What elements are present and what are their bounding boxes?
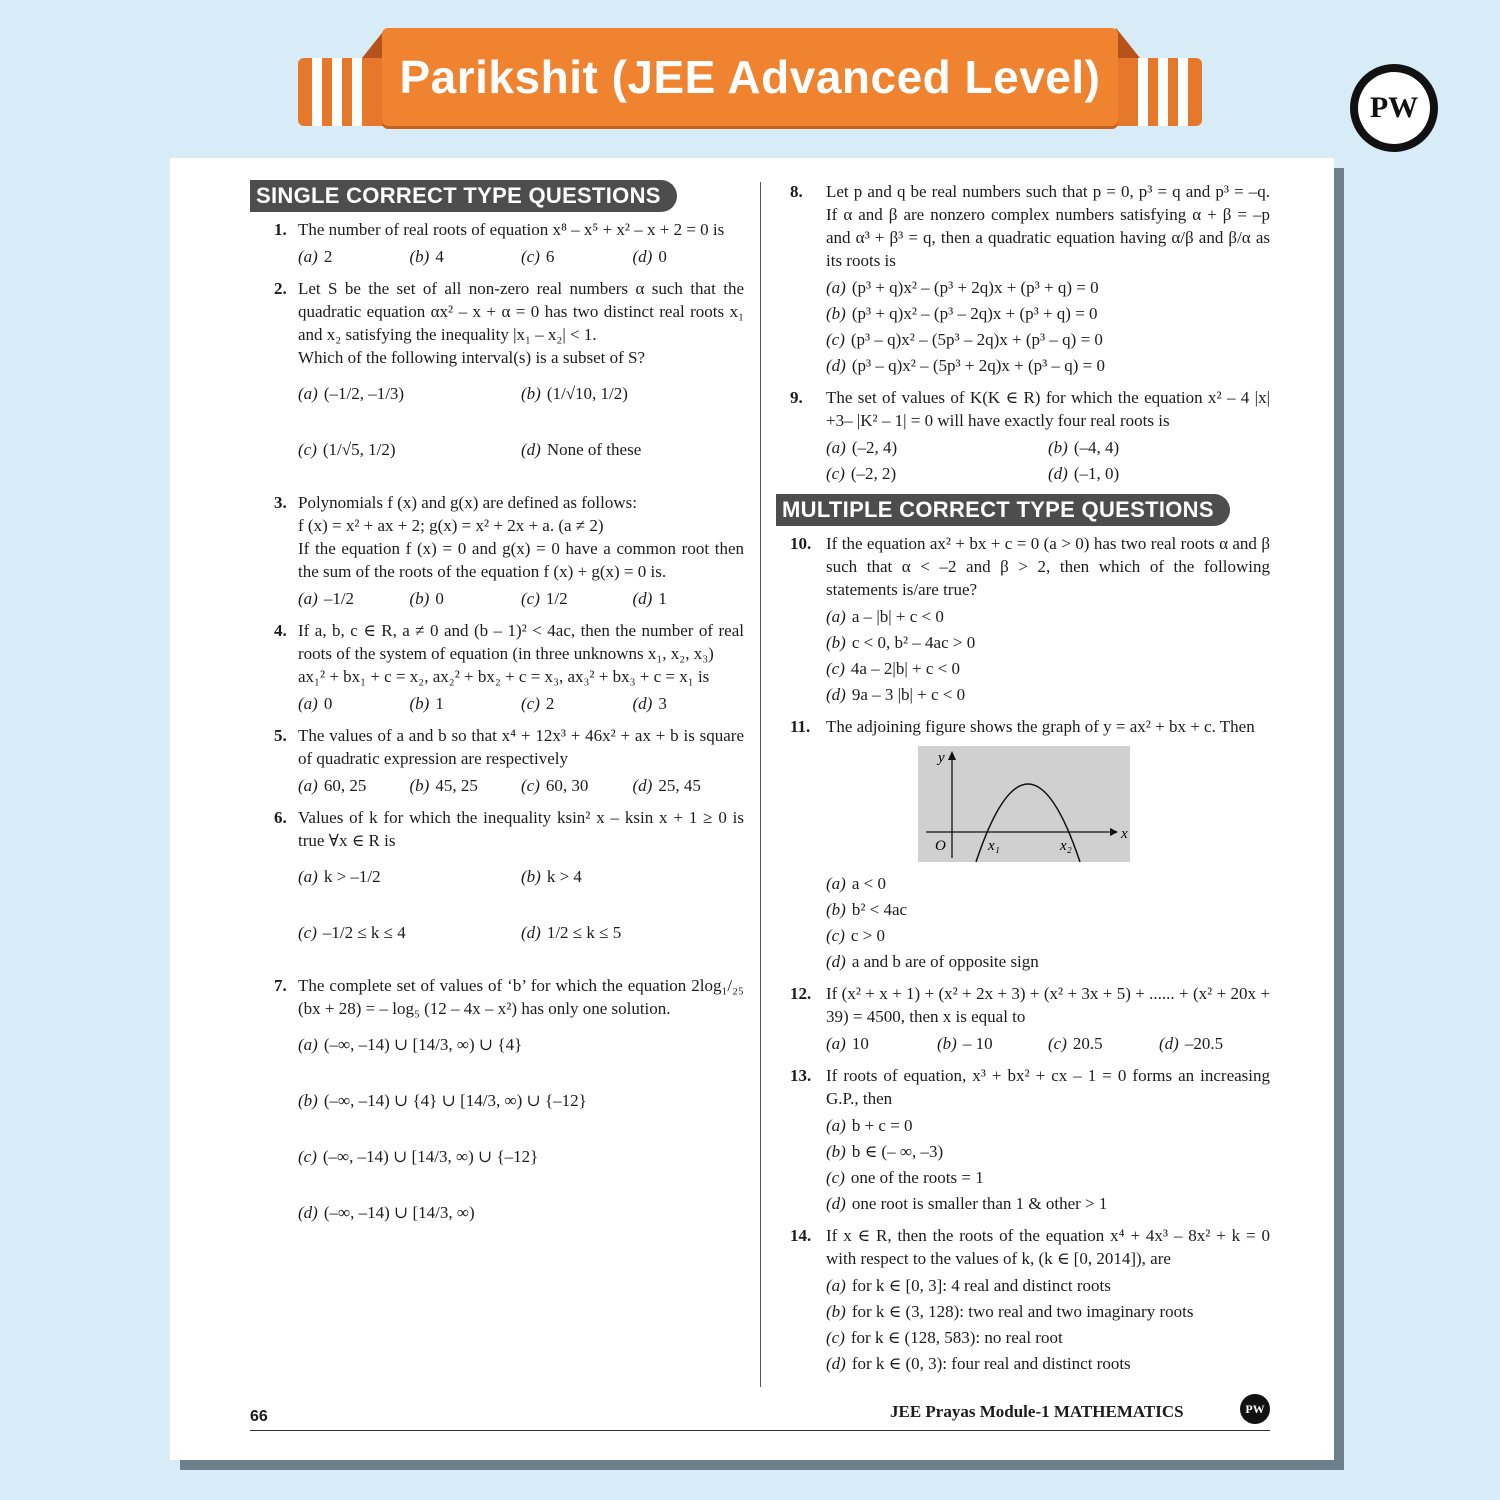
section-heading-single: SINGLE CORRECT TYPE QUESTIONS (250, 180, 677, 212)
option-text: 60, 30 (545, 776, 589, 795)
option (521, 912, 744, 954)
option-text: for k ∈ [0, 3]: 4 real and distinct roots (851, 1276, 1111, 1295)
option-label: (b) (1048, 438, 1068, 457)
option-label: (b) (298, 1091, 318, 1110)
option-label: (c) (521, 247, 540, 266)
question-text: If roots of equation, x³ + bx² + cx – 1 = 0 forms an increasing G.P., then (826, 1066, 1270, 1108)
question-item (776, 982, 1270, 1058)
option-label: (d) (826, 1194, 846, 1213)
option (521, 587, 633, 610)
option-text: 25, 45 (658, 776, 701, 795)
question-number: 14. (790, 1226, 812, 1245)
option (826, 605, 1270, 628)
question-item (250, 724, 744, 800)
question-text: Let p and q be real numbers such that p = 0, p³ = q and p³ = –q. If α and β are nonzero complex numbers satisfying α + β = –p and α³ + β³ = q, then a quadratic equation having α/β and β/α as its roots is (826, 182, 1270, 270)
option-text: (–∞, –14) ∪ {4} ∪ [14/3, ∞) ∪ {–12} (323, 1091, 587, 1110)
option-label: (c) (826, 1328, 845, 1347)
option-text: b ∈ (– ∞, –3) (851, 1142, 944, 1161)
option-label: (b) (937, 1034, 957, 1053)
option-text: –20.5 (1184, 1034, 1224, 1053)
question-item (776, 1064, 1270, 1218)
question-text: The set of values of K(K ∈ R) for which the equation x² – 4 |x| +3– |K² – 1| = 0 will have exactly four real roots is (826, 388, 1270, 430)
option-text: (–2, 2) (850, 464, 897, 483)
option (826, 276, 1270, 299)
options-list (826, 1274, 1270, 1378)
option-text: for k ∈ (128, 583): no real root (850, 1328, 1063, 1347)
option-text: – 10 (962, 1034, 993, 1053)
option (521, 692, 633, 715)
option (826, 1326, 1270, 1349)
question-text-extra: f (x) = x² + ax + 2; g(x) = x² + 2x + a. (a ≠ 2) (298, 516, 604, 535)
option-text: b² < 4ac (851, 900, 908, 919)
option-label: (d) (632, 776, 653, 795)
option (1159, 1032, 1270, 1055)
option (1048, 462, 1270, 485)
option-text: (–∞, –14) ∪ [14/3, ∞) (323, 1203, 475, 1222)
option-label: (a) (826, 1276, 846, 1295)
option-text: k > 4 (546, 867, 582, 886)
options-list (826, 436, 1270, 488)
option-label: (b) (409, 776, 430, 795)
question-item (776, 180, 1270, 380)
option-label: (b) (826, 1142, 846, 1161)
question-text: Polynomials f (x) and g(x) are defined as follows: (298, 493, 637, 512)
option-text: 3 (658, 694, 667, 713)
question-text: If (x² + x + 1) + (x² + 2x + 3) + (x² + 3x + 5) + ...... + (x² + 20x + 39) = 4500, then x is equal to (826, 984, 1270, 1026)
option-text: 10 (851, 1034, 869, 1053)
question-text: The number of real roots of equation x⁸ – x⁵ + x² – x + 2 = 0 is (298, 220, 725, 239)
option-label: (a) (298, 776, 318, 795)
option-text: None of these (546, 440, 642, 459)
option-text: 2 (323, 247, 333, 266)
question-number: 6. (274, 808, 287, 827)
question-item (776, 532, 1270, 709)
question-text: If a, b, c ∈ R, a ≠ 0 and (b – 1)² < 4ac, then the number of real roots of the system of equation (in three unknowns x₁, x₂, x₃) (298, 621, 744, 663)
option (826, 1352, 1270, 1375)
option (826, 1114, 1270, 1137)
option (826, 1166, 1270, 1189)
option (521, 774, 633, 797)
question-number: 10. (790, 534, 812, 553)
option (826, 1274, 1270, 1297)
option-text: (–4, 4) (1073, 438, 1120, 457)
option-text: c < 0, b² – 4ac > 0 (851, 633, 976, 652)
option-label: (b) (826, 900, 846, 919)
option-label: (d) (826, 356, 846, 375)
option-label: (d) (632, 247, 653, 266)
option-text: 6 (545, 247, 555, 266)
option-label: (b) (409, 694, 430, 713)
option-label: (c) (826, 1168, 845, 1187)
option-label: (a) (298, 589, 318, 608)
option-label: (d) (826, 1354, 846, 1373)
option (633, 774, 745, 797)
option (298, 245, 410, 268)
question-item (250, 974, 744, 1248)
option-text: 45, 25 (435, 776, 478, 795)
options-list (298, 373, 744, 485)
question-text: Values of k for which the inequality ksin² x – ksin x + 1 ≥ 0 is true ∀x ∈ R is (298, 808, 744, 850)
option (826, 328, 1270, 351)
option-label: (c) (826, 330, 845, 349)
option-label: (c) (298, 923, 317, 942)
option (298, 1024, 744, 1066)
banner-fold-right (1116, 28, 1140, 58)
option-text: b + c = 0 (851, 1116, 913, 1135)
option-label: (a) (298, 384, 318, 403)
option-label: (d) (521, 440, 541, 459)
option (826, 436, 1048, 459)
option (298, 912, 521, 954)
question-item (250, 218, 744, 271)
question-number: 1. (274, 220, 287, 239)
option-text: a and b are of opposite sign (851, 952, 1039, 971)
column-divider (760, 182, 761, 1387)
option (826, 924, 1270, 947)
parabola-graph-svg (918, 746, 1130, 862)
options-list (826, 276, 1270, 380)
option-label: (a) (826, 607, 846, 626)
question-item (250, 619, 744, 718)
question-number: 7. (274, 976, 287, 995)
option (410, 245, 522, 268)
option (826, 683, 1270, 706)
option (826, 302, 1270, 325)
option (521, 856, 744, 898)
options-list (826, 1114, 1270, 1218)
question-item (250, 277, 744, 485)
question-number: 11. (790, 717, 811, 736)
option-label: (c) (521, 589, 540, 608)
footer-rule (250, 1430, 1270, 1431)
option-text: 20.5 (1072, 1034, 1103, 1053)
option-label: (d) (632, 589, 653, 608)
option-label: (a) (826, 1116, 846, 1135)
option-text: 4a – 2|b| + c < 0 (850, 659, 960, 678)
option (826, 950, 1270, 973)
question-item (776, 1224, 1270, 1378)
option-label: (d) (632, 694, 653, 713)
left-column (250, 180, 744, 1254)
option (826, 462, 1048, 485)
option-label: (a) (826, 874, 846, 893)
options-list (298, 245, 744, 271)
option-text: 1 (658, 589, 667, 608)
option (298, 587, 410, 610)
banner-title: Parikshit (JEE Advanced Level) (399, 51, 1101, 103)
option-label: (a) (826, 1034, 846, 1053)
option (1048, 436, 1270, 459)
options-list (826, 1032, 1270, 1058)
options-list (298, 856, 744, 968)
option-label: (c) (298, 440, 317, 459)
option-text: k > –1/2 (323, 867, 381, 886)
option (1048, 1032, 1159, 1055)
option-text: 1/2 (545, 589, 568, 608)
option-label: (c) (826, 464, 845, 483)
graph-root2-label: x₂ (1060, 838, 1072, 854)
options-list (298, 692, 744, 718)
question-text: The complete set of values of ‘b’ for which the equation 2log₁/₂₅ (bx + 28) = – log₅ (12 – 4x – x²) has only one solution. (298, 976, 744, 1018)
question-text-extra: Which of the following interval(s) is a subset of S? (298, 348, 646, 367)
option-text: one root is smaller than 1 & other > 1 (851, 1194, 1108, 1213)
worksheet-page (170, 158, 1334, 1460)
option-text: (p³ – q)x² – (5p³ – 2q)x + (p³ – q) = 0 (850, 330, 1103, 349)
option (826, 354, 1270, 377)
option (826, 1140, 1270, 1163)
footer-title: JEE Prayas Module-1 MATHEMATICS (890, 1402, 1184, 1421)
option-label: (b) (826, 1302, 846, 1321)
option-label: (c) (826, 659, 845, 678)
question-number: 12. (790, 984, 812, 1003)
question-number: 3. (274, 493, 287, 512)
option-label: (a) (298, 247, 318, 266)
option (826, 657, 1270, 680)
option (410, 692, 522, 715)
option (937, 1032, 1048, 1055)
option-text: (–1/2, –1/3) (323, 384, 405, 403)
option-label: (d) (521, 923, 541, 942)
graph-y-label: y (938, 750, 945, 766)
option-text: (–∞, –14) ∪ [14/3, ∞) ∪ {4} (323, 1035, 523, 1054)
option-text: –1/2 (323, 589, 355, 608)
page-number: 66 (250, 1408, 268, 1425)
option (298, 692, 410, 715)
option-text: a < 0 (851, 874, 886, 893)
right-column (776, 180, 1270, 1384)
option-label: (b) (409, 589, 430, 608)
option-text: (1/√5, 1/2) (322, 440, 396, 459)
question-number: 2. (274, 279, 287, 298)
option-text: (1/√10, 1/2) (546, 384, 628, 403)
option-label: (d) (826, 952, 846, 971)
option-text: (p³ + q)x² – (p³ – 2q)x + (p³ + q) = 0 (851, 304, 1098, 323)
question-text-extra: If the equation f (x) = 0 and g(x) = 0 have a common root then the sum of the roots of the equation f (x) + g(x) = 0 is. (298, 539, 744, 581)
option (298, 774, 410, 797)
option (521, 245, 633, 268)
question-item (250, 491, 744, 613)
option-text: (–∞, –14) ∪ [14/3, ∞) ∪ {–12} (322, 1147, 539, 1166)
option-text: 0 (435, 589, 444, 608)
graph-x-label: x (1121, 826, 1128, 842)
option (826, 631, 1270, 654)
question-number: 13. (790, 1066, 812, 1085)
question-text: If the equation ax² + bx + c = 0 (a > 0) has two real roots α and β such that α < –2 and β > 2, then which of the following statements is/are true? (826, 534, 1270, 599)
option (298, 856, 521, 898)
option (521, 429, 744, 471)
option-text: 4 (435, 247, 444, 266)
question-item (776, 715, 1270, 976)
option-label: (a) (826, 438, 846, 457)
option (633, 587, 745, 610)
pw-logo (1350, 64, 1438, 152)
option-text: 1 (435, 694, 444, 713)
option (298, 429, 521, 471)
question-list-right-b (776, 532, 1270, 1378)
question-item (250, 806, 744, 968)
option (410, 587, 522, 610)
option-text: a – |b| + c < 0 (851, 607, 944, 626)
option-label: (a) (298, 1035, 318, 1054)
option-text: c > 0 (850, 926, 886, 945)
option-label: (b) (409, 247, 430, 266)
options-list (826, 605, 1270, 709)
option (826, 898, 1270, 921)
option-label: (d) (298, 1203, 318, 1222)
option-text: 1/2 ≤ k ≤ 5 (546, 923, 622, 942)
option (826, 872, 1270, 895)
parabola-graph (918, 746, 1130, 862)
option-text: (p³ – q)x² – (5p³ + 2q)x + (p³ – q) = 0 (851, 356, 1105, 375)
option-label: (b) (521, 867, 541, 886)
pw-logo-text: PW (1358, 72, 1430, 144)
option-text: 60, 25 (323, 776, 367, 795)
option (633, 692, 745, 715)
option (633, 245, 745, 268)
option (298, 1192, 744, 1234)
option-text: 9a – 3 |b| + c < 0 (851, 685, 966, 704)
options-list (826, 872, 1270, 976)
section-heading-multiple: MULTIPLE CORRECT TYPE QUESTIONS (776, 494, 1230, 526)
option (826, 1300, 1270, 1323)
option-label: (d) (826, 685, 846, 704)
option-label: (b) (826, 633, 846, 652)
graph-root1-label: x₁ (988, 838, 1000, 854)
question-text: The adjoining figure shows the graph of y = ax² + bx + c. Then (826, 717, 1255, 736)
option (298, 1136, 744, 1178)
question-number: 9. (790, 388, 803, 407)
option-label: (c) (1048, 1034, 1067, 1053)
option-label: (c) (826, 926, 845, 945)
option-label: (c) (521, 694, 540, 713)
question-list-left (250, 218, 744, 1248)
graph-origin-label: O (935, 838, 946, 854)
option-label: (c) (298, 1147, 317, 1166)
option-text: one of the roots = 1 (850, 1168, 984, 1187)
question-text-extra: ax₁² + bx₁ + c = x₂, ax₂² + bx₂ + c = x₃, ax₃² + bx₃ + c = x₁ is (298, 667, 710, 686)
option-label: (d) (1048, 464, 1068, 483)
option-text: for k ∈ (0, 3): four real and distinct roots (851, 1354, 1131, 1373)
banner (382, 28, 1118, 126)
option-text: –1/2 ≤ k ≤ 4 (322, 923, 406, 942)
options-list (298, 1024, 744, 1248)
options-list (298, 774, 744, 800)
question-text: The values of a and b so that x⁴ + 12x³ + 46x² + ax + b is square of quadratic expression are respectively (298, 726, 744, 768)
option-label: (a) (298, 867, 318, 886)
option (298, 373, 521, 415)
option-text: for k ∈ (3, 128): two real and two imaginary roots (851, 1302, 1194, 1321)
option-text: (p³ + q)x² – (p³ + 2q)x + (p³ + q) = 0 (851, 278, 1099, 297)
option-label: (a) (826, 278, 846, 297)
footer-logo: PW (1240, 1394, 1270, 1424)
x-axis-arrow (1110, 828, 1118, 836)
option (826, 1192, 1270, 1215)
option (298, 1080, 744, 1122)
y-axis-arrow (948, 751, 956, 760)
question-number: 4. (274, 621, 287, 640)
option-text: 0 (323, 694, 333, 713)
question-item (776, 386, 1270, 488)
question-number: 5. (274, 726, 287, 745)
option (521, 373, 744, 415)
question-number: 8. (790, 182, 803, 201)
option-text: 2 (545, 694, 555, 713)
option (410, 774, 522, 797)
option-label: (d) (1159, 1034, 1179, 1053)
options-list (298, 587, 744, 613)
option (826, 1032, 937, 1055)
option-text: (–2, 4) (851, 438, 898, 457)
option-label: (b) (826, 304, 846, 323)
question-text: If x ∈ R, then the roots of the equation x⁴ + 4x³ – 8x² + k = 0 with respect to the values of k, (k ∈ [0, 2014]), are (826, 1226, 1270, 1268)
option-text: (–1, 0) (1073, 464, 1120, 483)
option-text: 0 (658, 247, 667, 266)
question-text: Let S be the set of all non-zero real numbers α such that the quadratic equation αx² – x + α = 0 has two distinct real roots x₁ and x₂ satisfying the inequality |x₁ – x₂| < 1. (298, 279, 744, 344)
question-list-right-a (776, 180, 1270, 488)
option-label: (b) (521, 384, 541, 403)
option-label: (a) (298, 694, 318, 713)
option-label: (c) (521, 776, 540, 795)
